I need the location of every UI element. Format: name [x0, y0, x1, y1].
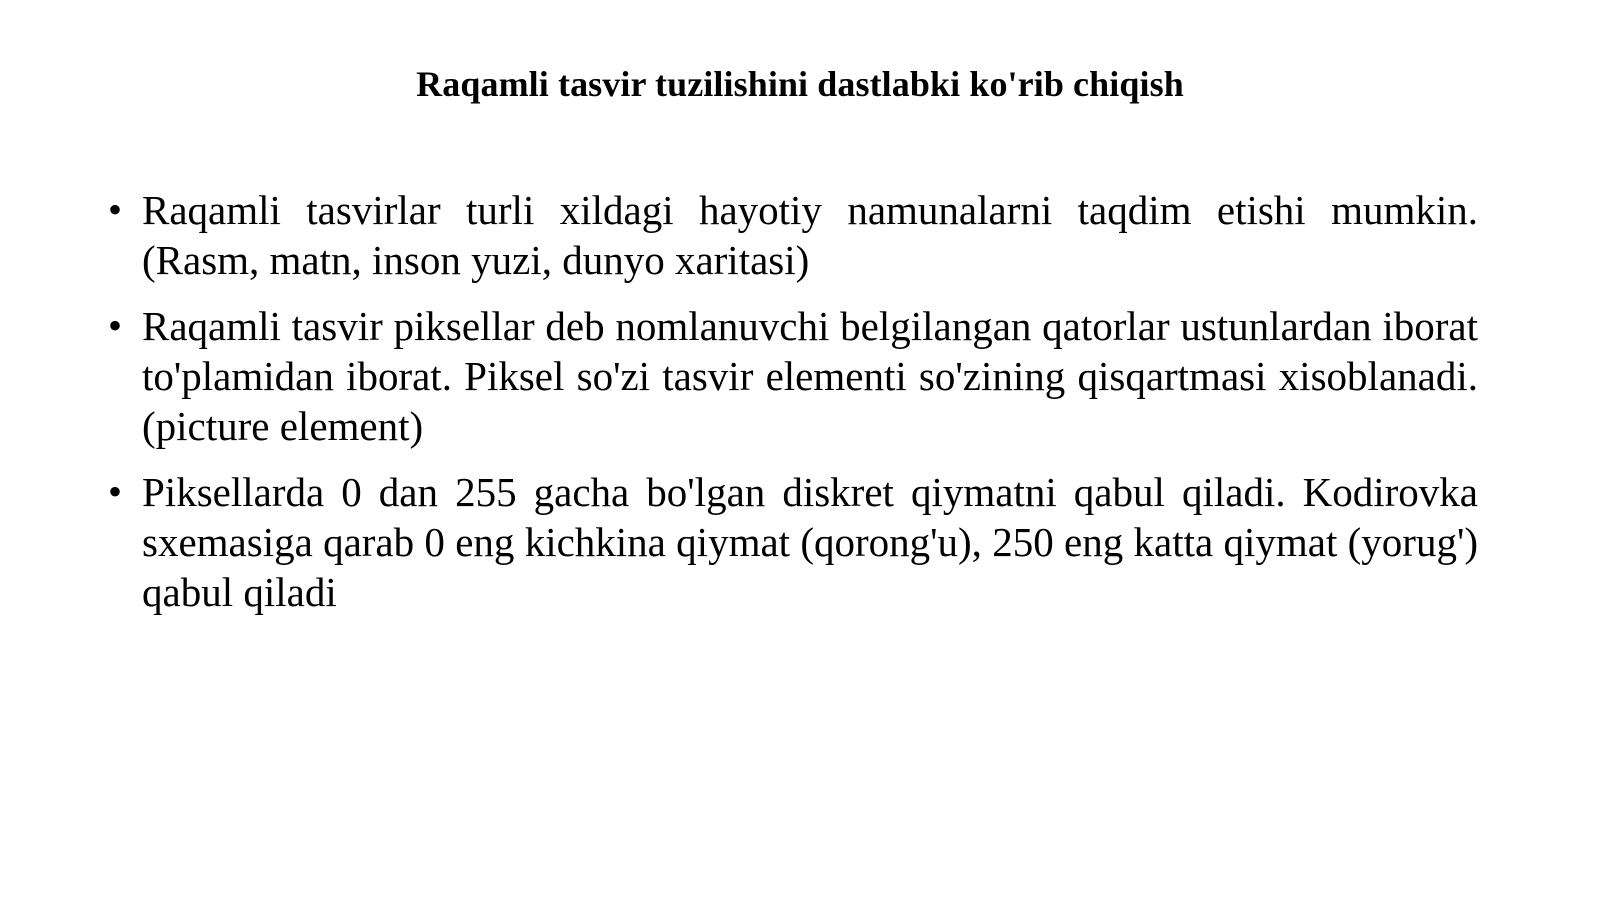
- bullet-item: [108, 185, 1478, 285]
- bullet-dot-icon: •: [108, 303, 123, 348]
- slide-title: Raqamli tasvir tuzilishini dastlabki ko'rib chiqish: [416, 64, 1184, 104]
- bullet-dot-icon: •: [108, 187, 123, 232]
- bullet-list: [108, 185, 1478, 633]
- bullet-text: Raqamli tasvir piksellar deb nomlanuvchi belgilangan qatorlar ustunlardan iborat to'plamidan iborat. Piksel so'zi tasvir elementi so'zining qisqartmasi xisoblanadi. (picture element): [142, 303, 1478, 449]
- bullet-text: Raqamli tasvirlar turli xildagi hayotiy namunalarni taqdim etishi mumkin. (Rasm, matn, inson yuzi, dunyo xaritasi): [142, 187, 1478, 283]
- bullet-dot-icon: •: [108, 469, 123, 514]
- bullet-text: Piksellarda 0 dan 255 gacha bo'lgan diskret qiymatni qabul qiladi. Kodirovka sxemasiga qarab 0 eng kichkina qiymat (qorong'u), 250 eng katta qiymat (yorug') qabul qiladi: [142, 469, 1478, 615]
- bullet-item: [108, 467, 1478, 617]
- bullet-item: [108, 301, 1478, 451]
